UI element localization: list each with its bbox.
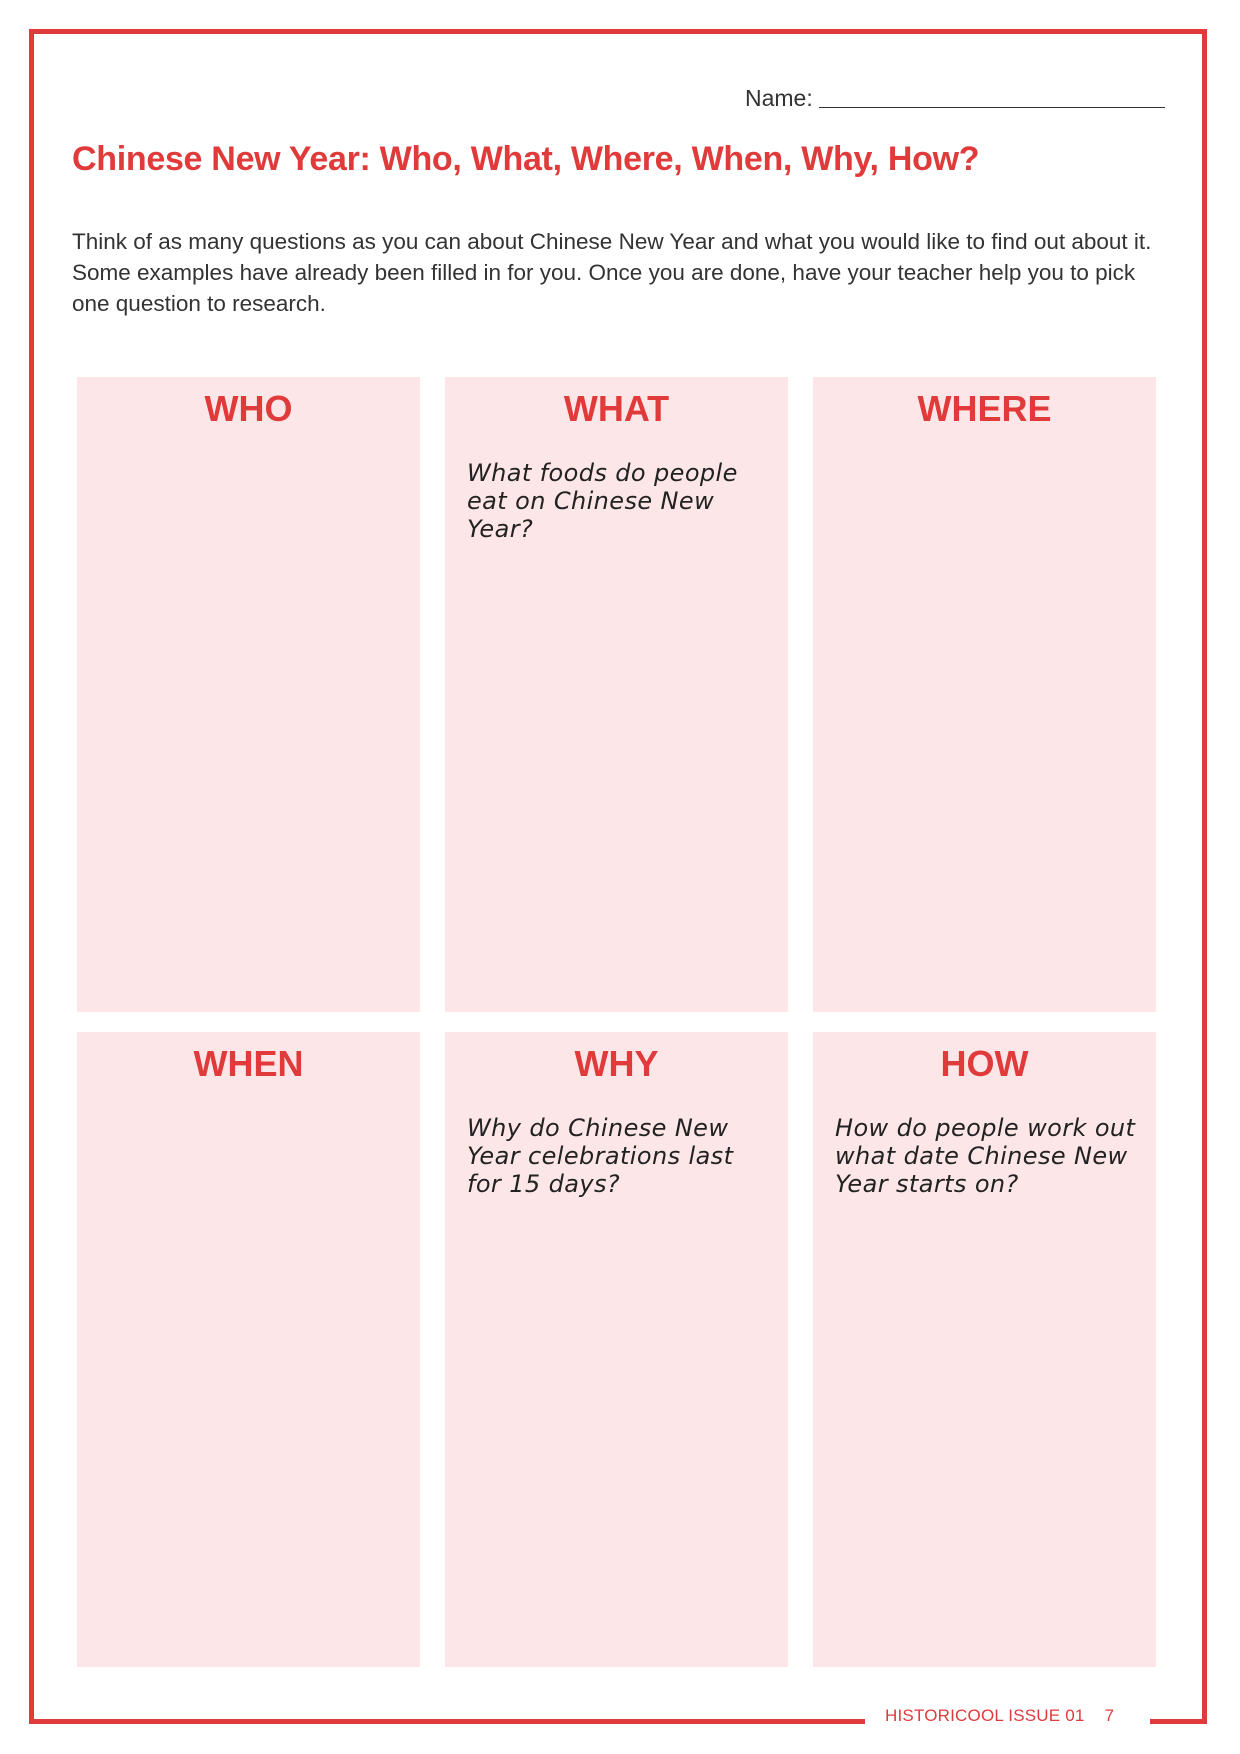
name-field-row [745,80,1165,112]
how-box[interactable] [813,1032,1156,1667]
footer-rule-right [1150,1719,1207,1724]
name-label: Name: [745,85,813,111]
where-box[interactable] [813,377,1156,1012]
when-box[interactable] [77,1032,420,1667]
what-box[interactable] [445,377,788,1012]
how-heading: HOW [940,1043,1029,1084]
footer-rule-left [29,1719,865,1724]
page-footer [885,1706,1145,1736]
what-heading: WHAT [563,388,670,429]
instructions-paragraph: Think of as many questions as you can about Chinese New Year and what you would like to find out about it. Some examples have already been filled in for you. Once you are done, have your teacher help you to pick one question to research. [72,229,1152,316]
who-box[interactable] [77,377,420,1012]
where-heading: WHERE [917,388,1052,429]
how-example-question: How do people work out what date Chinese New Year starts on? [835,1114,1136,1198]
question-grid [77,377,1155,1667]
page-number: 7 [1104,1706,1115,1725]
why-heading: WHY [574,1043,659,1084]
why-example-question: Why do Chinese New Year celebrations last for 15 days? [467,1114,734,1198]
when-heading: WHEN [193,1043,304,1084]
why-box[interactable] [445,1032,788,1667]
worksheet-title: Chinese New Year: Who, What, Where, When, Why, How? [72,140,980,178]
what-example-question: What foods do people eat on Chinese New Year? [467,459,738,543]
name-write-line[interactable] [819,107,1165,108]
who-heading: WHO [204,388,293,429]
publication-name: HISTORICOOL ISSUE 01 [885,1706,1085,1725]
